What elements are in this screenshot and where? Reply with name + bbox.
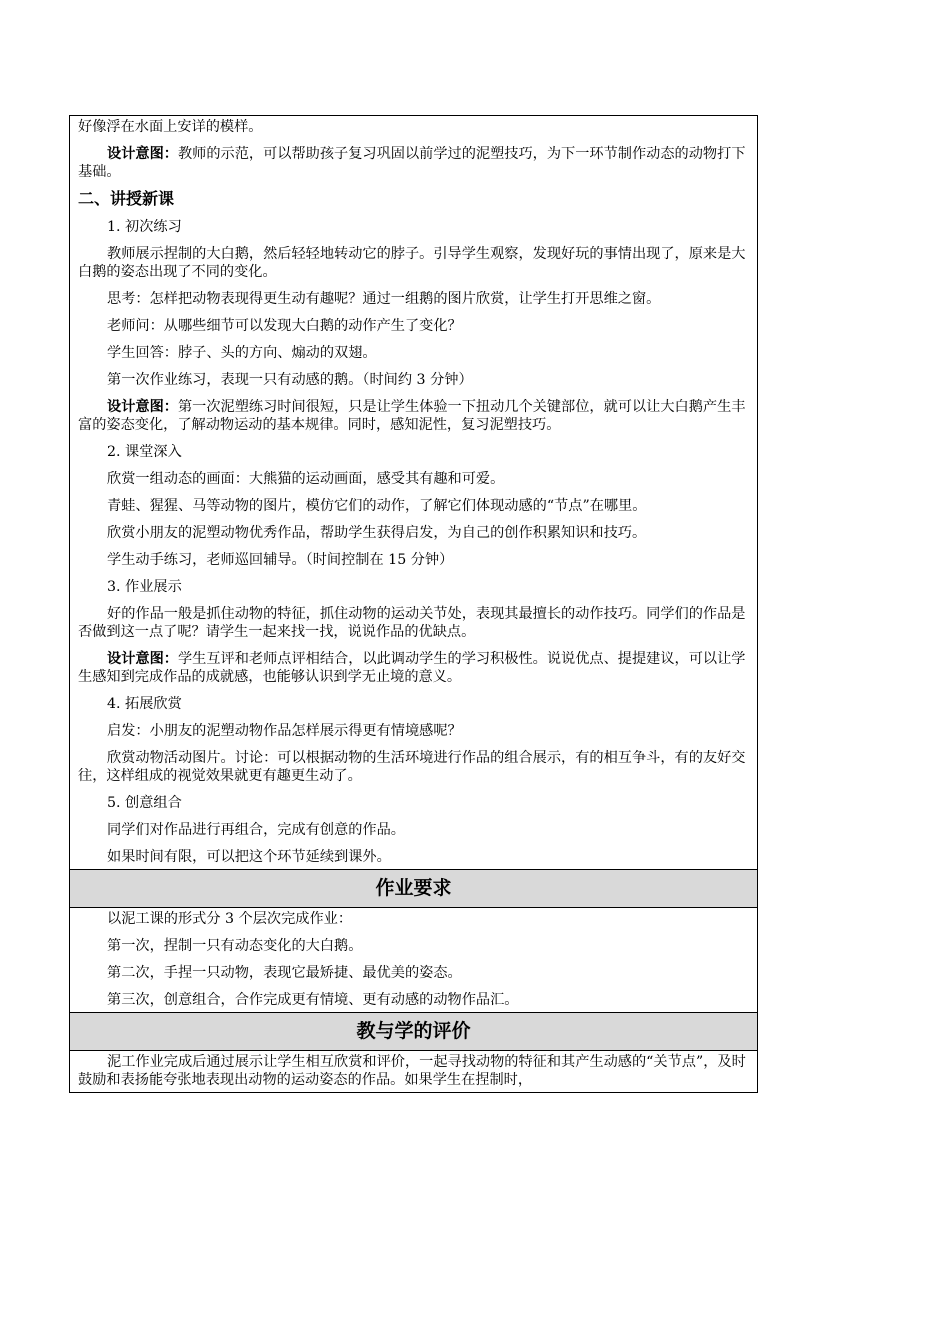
evaluation-heading: 教与学的评价 [70,1012,757,1051]
homework-heading: 作业要求 [70,869,757,908]
paragraph: 第一次作业练习，表现一只有动感的鹅。（时间约 3 分钟） [107,372,473,388]
paragraph: 如果时间有限，可以把这个环节延续到课外。 [107,849,391,865]
paragraph: 青蛙、猩猩、马等动物的图片，模仿它们的动作，了解它们体现动感的“节点”在哪里。 [107,498,647,514]
paragraph: 欣赏动物活动图片。讨论：可以根据动物的生活环境进行作品的组合展示，有的相互争斗，有的友好交往，这样组成的视觉效果就更有趣更生动了。 [78,750,746,784]
subsection-title: 5. 创意组合 [107,795,182,811]
lesson-table [69,115,758,1093]
paragraph: 学生动手练习，老师巡回辅导。（时间控制在 15 分钟） [107,552,454,568]
paragraph: 思考：怎样把动物表现得更生动有趣呢？通过一组鹅的图片欣赏，让学生打开思维之窗。 [107,291,661,307]
evaluation-cell [70,1051,757,1092]
paragraph: 泥工作业完成后通过展示让学生相互欣赏和评价，一起寻找动物的特征和其产生动感的“关节点”，及时鼓励和表扬能夸张地表现出动物的运动姿态的作品。如果学生在捏制时， [78,1054,746,1088]
design-intent-text: 教师的示范，可以帮助孩子复习巩固以前学过的泥塑技巧，为下一环节制作动态的动物打下基础。 [78,146,746,180]
design-intent [78,145,749,181]
design-intent-text: 第一次泥塑练习时间很短，只是让学生体验一下扭动几个关键部位，就可以让大白鹅产生丰富的姿态变化，了解动物运动的基本规律。同时，感知泥性，复习泥塑技巧。 [78,399,746,433]
paragraph: 第二次，手捏一只动物，表现它最矫捷、最优美的姿态。 [107,965,462,981]
lesson-process-cell [70,116,757,869]
design-intent [78,398,749,434]
subsection-title: 1. 初次练习 [107,219,182,235]
paragraph: 第一次，捏制一只有动态变化的大白鹅。 [107,938,363,954]
subsection-title: 2. 课堂深入 [107,444,182,460]
paragraph: 以泥工课的形式分 3 个层次完成作业： [107,911,353,927]
paragraph: 学生回答：脖子、头的方向、煽动的双翅。 [107,345,377,361]
paragraph: 启发：小朋友的泥塑动物作品怎样展示得更有情境感呢？ [107,723,462,739]
paragraph: 教师展示捏制的大白鹅，然后轻轻地转动它的脖子。引导学生观察，发现好玩的事情出现了，原来是大白鹅的姿态出现了不同的变化。 [78,246,746,280]
paragraph: 好像浮在水面上安详的模样。 [78,119,263,135]
paragraph: 同学们对作品进行再组合，完成有创意的作品。 [107,822,405,838]
design-intent-text: 学生互评和老师点评相结合，以此调动学生的学习积极性。说说优点、提提建议，可以让学生感知到完成作品的成就感，也能够认识到学无止境的意义。 [78,651,746,685]
paragraph: 欣赏一组动态的画面：大熊猫的运动画面，感受其有趣和可爱。 [107,471,505,487]
subsection-title: 3. 作业展示 [107,579,182,595]
homework-cell [70,908,757,1012]
design-intent-label: 设计意图： [107,146,178,162]
design-intent-label: 设计意图： [107,651,178,667]
subsection-title: 4. 拓展欣赏 [107,696,182,712]
design-intent-label: 设计意图： [107,399,178,415]
paragraph: 好的作品一般是抓住动物的特征，抓住动物的运动关节处，表现其最擅长的动作技巧。同学们的作品是否做到这一点了呢？请学生一起来找一找，说说作品的优缺点。 [78,606,746,640]
paragraph: 第三次，创意组合，合作完成更有情境、更有动感的动物作品汇。 [107,992,519,1008]
paragraph: 欣赏小朋友的泥塑动物优秀作品，帮助学生获得启发，为自己的创作积累知识和技巧。 [107,525,647,541]
design-intent [78,650,749,686]
section-heading: 二、讲授新课 [78,189,175,208]
paragraph: 老师问：从哪些细节可以发现大白鹅的动作产生了变化？ [107,318,462,334]
